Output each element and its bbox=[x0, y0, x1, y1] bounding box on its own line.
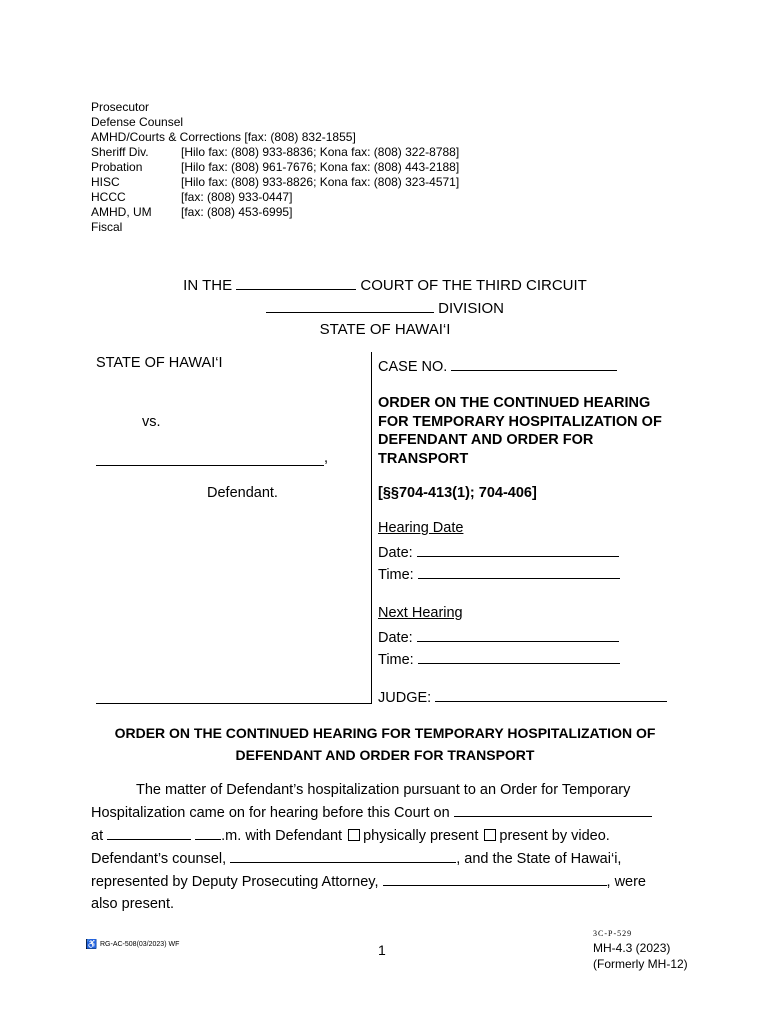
date-label: Date: bbox=[378, 630, 413, 646]
body-text: present by video. bbox=[499, 828, 610, 844]
dist-fax: [Hilo fax: (808) 961-7676; Kona fax: (808) 443-2188] bbox=[181, 160, 460, 174]
dist-row bbox=[91, 175, 459, 190]
hearing-date-blank[interactable] bbox=[417, 541, 619, 557]
main-title-line2: DEFENDANT AND ORDER FOR TRANSPORT bbox=[235, 747, 535, 763]
dist-fax: [Hilo fax: (808) 933-8836; Kona fax: (808) 322-8788] bbox=[181, 145, 460, 159]
order-title-line: FOR TEMPORARY HOSPITALIZATION OF bbox=[378, 413, 662, 430]
judge-blank[interactable] bbox=[435, 686, 667, 702]
time-label: Time: bbox=[378, 567, 414, 583]
judge-label: JUDGE: bbox=[378, 690, 432, 706]
dist-row bbox=[91, 160, 459, 175]
body-line-6: also present. bbox=[91, 896, 175, 912]
defendant-line bbox=[96, 450, 328, 466]
case-no-blank[interactable] bbox=[451, 355, 617, 371]
caption-left bbox=[96, 352, 372, 704]
court-of-circuit: COURT OF THE THIRD CIRCUIT bbox=[360, 277, 587, 294]
hearing-date-heading: Hearing Date bbox=[378, 520, 464, 536]
order-title-line: ORDER ON THE CONTINUED HEARING bbox=[378, 395, 651, 411]
dist-fax: [Hilo fax: (808) 933-8826; Kona fax: (808) 323-4571] bbox=[181, 175, 460, 189]
case-no-label: CASE NO. bbox=[378, 359, 448, 375]
order-title-line: TRANSPORT bbox=[378, 450, 469, 467]
dist-label: HCCC bbox=[91, 190, 126, 204]
body-text: , and the State of Hawai‘i, bbox=[456, 851, 622, 867]
next-hearing-heading: Next Hearing bbox=[378, 605, 463, 621]
formerly-label: (Formerly MH-12) bbox=[593, 957, 688, 971]
defendant-label: Defendant. bbox=[207, 485, 278, 501]
vs-label: vs. bbox=[142, 414, 161, 430]
judge-line bbox=[378, 686, 667, 706]
dist-label: AMHD, UM bbox=[91, 205, 152, 219]
body-line-2 bbox=[91, 801, 691, 824]
dist-label: HISC bbox=[91, 175, 120, 189]
body-text: represented by Deputy Prosecuting Attorney, bbox=[91, 874, 379, 890]
case-no-line bbox=[378, 355, 617, 375]
body-text: at bbox=[91, 828, 104, 844]
body-text: .m. with Defendant bbox=[221, 828, 343, 844]
body-text: Hospitalization came on for hearing before this Court on bbox=[91, 805, 450, 821]
hearing-time-blank[interactable] bbox=[418, 563, 620, 579]
hearing-date-line bbox=[378, 541, 619, 561]
main-title bbox=[0, 722, 770, 766]
body-line-4 bbox=[91, 847, 691, 870]
physically-present-checkbox[interactable] bbox=[348, 829, 360, 841]
dist-amhd-courts: AMHD/Courts & Corrections [fax: (808) 832-1855] bbox=[91, 130, 356, 144]
defendant-name-blank[interactable] bbox=[96, 450, 324, 466]
dist-prosecutor: Prosecutor bbox=[91, 100, 150, 114]
dist-defense-counsel: Defense Counsel bbox=[91, 115, 184, 129]
division-blank[interactable] bbox=[266, 297, 434, 313]
footer-left bbox=[86, 939, 179, 949]
court-state: STATE OF HAWAI‘I bbox=[319, 321, 451, 338]
dist-label: Sheriff Div. bbox=[91, 145, 149, 159]
time-blank[interactable] bbox=[107, 824, 191, 840]
court-division: DIVISION bbox=[438, 299, 505, 317]
court-in-the: IN THE bbox=[183, 277, 233, 294]
date-label: Date: bbox=[378, 545, 413, 561]
hearing-time-line bbox=[378, 563, 620, 583]
order-body bbox=[91, 779, 691, 915]
am-pm-blank[interactable] bbox=[195, 824, 221, 840]
distribution-list bbox=[91, 100, 459, 235]
next-date-line bbox=[378, 626, 619, 646]
defense-counsel-blank[interactable] bbox=[230, 847, 456, 863]
form-id: RG-AC-508(03/2023) WF bbox=[100, 940, 180, 948]
dist-fax: [fax: (808) 453-6995] bbox=[181, 205, 293, 219]
dist-fax: [fax: (808) 933-0447] bbox=[181, 190, 293, 204]
footer-right bbox=[593, 928, 688, 972]
form-code: 3C-P-529 bbox=[593, 929, 633, 938]
body-line-3 bbox=[91, 824, 691, 847]
statute-citation: [§§704-413(1); 704-406] bbox=[378, 485, 537, 501]
next-time-blank[interactable] bbox=[418, 648, 620, 664]
next-date-blank[interactable] bbox=[417, 626, 619, 642]
defendant-comma: , bbox=[324, 450, 329, 466]
dist-row bbox=[91, 205, 459, 220]
body-line-1: The matter of Defendant’s hospitalization pursuant to an Order for Temporary bbox=[136, 782, 631, 798]
dist-label: Probation bbox=[91, 160, 143, 174]
body-line-5 bbox=[91, 870, 691, 893]
dist-row bbox=[91, 220, 459, 235]
dist-row bbox=[91, 190, 459, 205]
plaintiff-name: STATE OF HAWAI‘I bbox=[96, 355, 223, 371]
page-number: 1 bbox=[378, 942, 386, 958]
time-label: Time: bbox=[378, 652, 414, 668]
order-title-caption bbox=[378, 394, 662, 468]
body-text: Defendant’s counsel, bbox=[91, 851, 227, 867]
body-text: physically present bbox=[363, 828, 479, 844]
dist-label: Fiscal bbox=[91, 220, 123, 234]
court-name-blank[interactable] bbox=[236, 274, 356, 290]
prosecutor-blank[interactable] bbox=[383, 870, 607, 886]
court-heading bbox=[0, 274, 770, 341]
accessibility-icon: ♿ bbox=[86, 939, 98, 949]
main-title-line1: ORDER ON THE CONTINUED HEARING FOR TEMPORARY HOSPITALIZATION OF bbox=[114, 725, 656, 741]
form-number: MH-4.3 (2023) bbox=[593, 941, 671, 955]
next-time-line bbox=[378, 648, 620, 668]
present-by-video-checkbox[interactable] bbox=[484, 829, 496, 841]
hearing-date-body-blank[interactable] bbox=[454, 801, 652, 817]
dist-row bbox=[91, 145, 459, 160]
order-title-line: DEFENDANT AND ORDER FOR bbox=[378, 432, 594, 448]
body-text: , were bbox=[606, 874, 647, 890]
